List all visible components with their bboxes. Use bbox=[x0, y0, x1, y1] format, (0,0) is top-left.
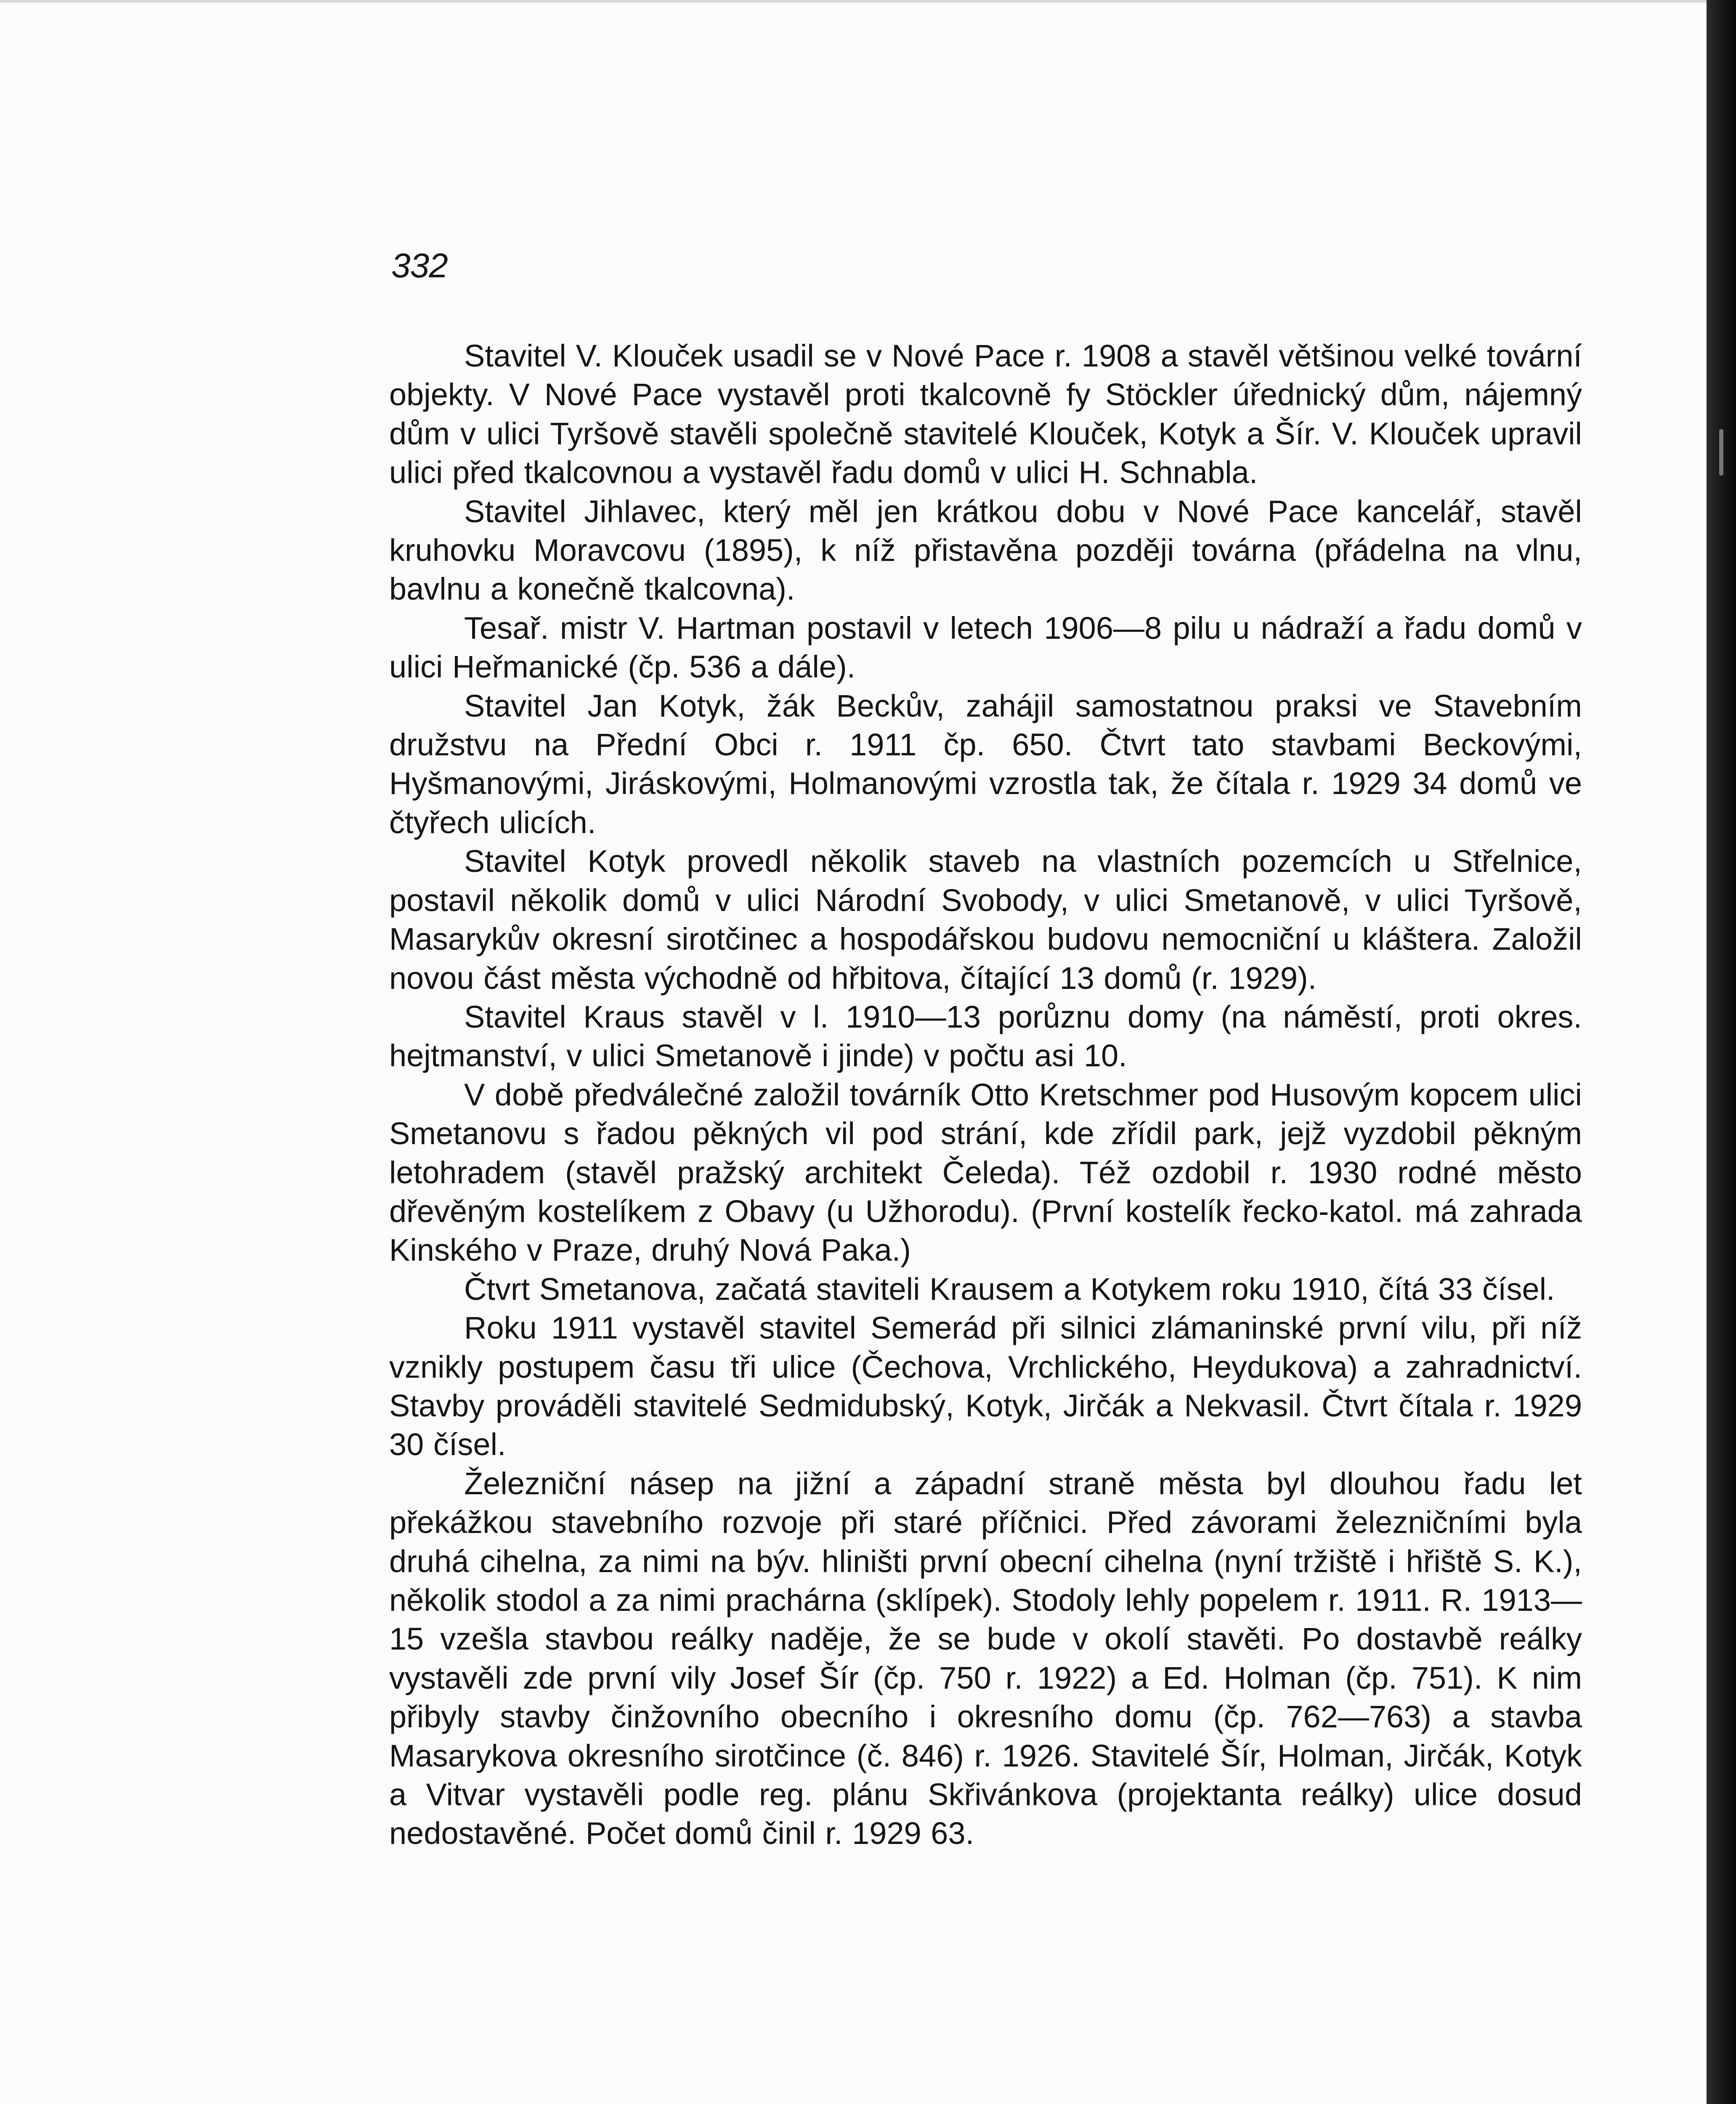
page-number: 332 bbox=[391, 247, 448, 285]
page-body-text bbox=[389, 337, 1582, 1853]
scan-top-edge bbox=[0, 0, 1736, 3]
paragraph-smetanova: Čtvrt Smetanova, začatá staviteli Krausem a Kotykem roku 1910, čítá 33 čísel. bbox=[464, 1271, 1555, 1307]
paragraph-jihlavec: Stavitel Jihlavec, který měl jen krátkou dobu v Nové Pace kancelář, stavěl kruhovku Moravcovu (1895), k níž přistavěna později továrna (přádelna na vlnu, bavlnu a konečně tkalcovna). bbox=[389, 494, 1582, 607]
paragraph-semerad: Roku 1911 vystavěl stavitel Semerád při silnici zlámaninské první vilu, při níž vznikly postupem času tři ulice (Čechova, Vrchlického, Heydukova) a zahradnictví. Stavby prováděli stavitelé Sedmidubský, Kotyk, Jirčák a Nekvasil. Čtvrt čítala r. 1929 30 čísel. bbox=[389, 1310, 1582, 1462]
paragraph-hartman: Tesař. mistr V. Hartman postavil v letech 1906—8 pilu u nádraží a řadu domů v ulici Heřmanické (čp. 536 a dále). bbox=[389, 610, 1582, 685]
paragraph-kotyk-staveb: Stavitel Kotyk provedl několik staveb na vlastních pozemcích u Střelnice, postavil několik domů v ulici Národní Svobody, v ulici Smetanově, v ulici Tyršově, Masarykův okresní sirotčinec a hospodářskou budovu nemocniční u kláštera. Založil novou část města východně od hřbitova, čítající 13 domů (r. 1929). bbox=[389, 844, 1582, 996]
paragraph-kraus: Stavitel Kraus stavěl v l. 1910—13 porůznu domy (na náměstí, proti okres. hejtmanství, v ulici Smetanově i jinde) v počtu asi 10. bbox=[389, 999, 1582, 1073]
paragraph-kretschmer: V době předválečné založil továrník Otto Kretschmer pod Husovým kopcem ulici Smetanovu s řadou pěkných vil pod strání, kde zřídil park, jejž vyzdobil pěkným letohradem (stavěl pražský architekt Čeleda). Též ozdobil r. 1930 rodné město dřevěným kostelíkem z Obavy (u Užhorodu). (První kostelík řecko-katol. má zahrada Kinského v Praze, druhý Nová Paka.) bbox=[389, 1077, 1582, 1268]
paragraph-kloucek: Stavitel V. Klouček usadil se v Nové Pace r. 1908 a stavěl většinou velké tovární objekty. V Nové Pace vystavěl proti tkalcovně fy Stöckler úřednický dům, nájemný dům v ulici Tyršově stavěli společně stavitelé Klouček, Kotyk a Šír. V. Klouček upravil ulici před tkalcovnou a vystavěl řadu domů v ulici H. Schnabla. bbox=[389, 338, 1582, 490]
scan-right-border bbox=[1707, 0, 1736, 2104]
paragraph-zeleznicni-nasep: Železniční násep na jižní a západní straně města byl dlouhou řadu let překážkou stavebního rozvoje při staré příčnici. Před závorami železničními byla druhá cihelna, za nimi na býv. hliništi první obecní cihelna (nyní tržiště i hřiště S. K.), několik stodol a za nimi prachárna (sklípek). Stodoly lehly popelem r. 1911. R. 1913—15 vzešla stavbou reálky naděje, že se bude v okolí stavěti. Po dostavbě reálky vystavěli zde první vily Josef Šír (čp. 750 r. 1922) a Ed. Holman (čp. 751). K nim přibyly stavby činžovního obecního i okresního domu (čp. 762—763) a stavba Masarykova okresního sirotčince (č. 846) r. 1926. Stavitelé Šír, Holman, Jirčák, Kotyk a Vitvar vystavěli podle reg. plánu Skřivánkova (projektanta reálky) ulice dosud nedostavěné. Počet domů činil r. 1929 63. bbox=[389, 1466, 1582, 1851]
paragraph-kotyk-jan: Stavitel Jan Kotyk, žák Beckův, zahájil samostatnou praksi ve Stavebním družstvu na Přední Obci r. 1911 čp. 650. Čtvrt tato stavbami Beckovými, Hyšmanovými, Jiráskovými, Holmanovými vzrostla tak, že čítala r. 1929 34 domů ve čtyřech ulicích. bbox=[389, 688, 1582, 840]
